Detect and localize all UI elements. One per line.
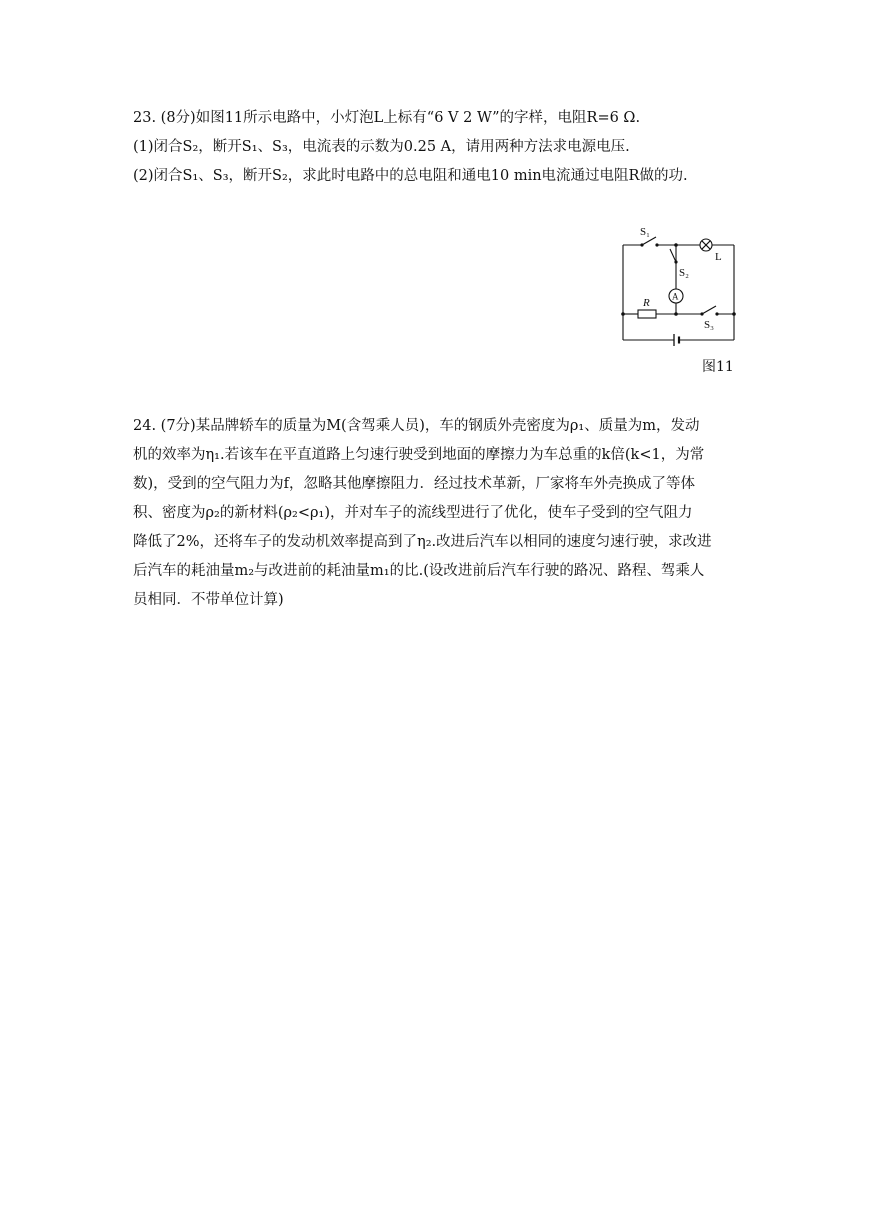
- switch-s1-contact: [655, 243, 658, 246]
- label-resistor: R: [643, 297, 650, 309]
- question-24-line: 机的效率为η₁.若该车在平直道路上匀速行驶受到地面的摩擦力为车总重的k倍(k<1，为常: [133, 447, 705, 463]
- question-23-line: 23. (8分)如图11所示电路中，小灯泡L上标有“6 V 2 W”的字样，电阻R=6 Ω.: [133, 110, 641, 126]
- question-23-part-1: (1)闭合S₂，断开S₁、S₃，电流表的示数为0.25 A，请用两种方法求电源电压.: [133, 139, 630, 155]
- switch-s2-blade: [670, 249, 676, 262]
- question-24: [133, 412, 743, 615]
- label-lamp: L: [715, 251, 722, 263]
- question-23: [133, 104, 743, 191]
- junction-dot: [621, 312, 625, 316]
- switch-s2-contact: [674, 260, 677, 263]
- question-24-line: 24. (7分)某品牌轿车的质量为M(含驾乘人员)，车的钢质外壳密度为ρ₁、质量为m，发动: [133, 418, 700, 434]
- question-23-part-2: (2)闭合S₁、S₃，断开S₂，求此时电路中的总电阻和通电10 min电流通过电阻R做的功.: [133, 168, 688, 184]
- label-s2: S₂: [679, 267, 689, 279]
- switch-s1-contact: [640, 243, 643, 246]
- circuit-diagram: [612, 222, 742, 347]
- question-24-line: 后汽车的耗油量m₂与改进前的耗油量m₁的比.(设改进前后汽车行驶的路况、路程、驾乘人: [133, 563, 705, 579]
- junction-dot: [674, 312, 678, 316]
- question-24-line: 数)，受到的空气阻力为f，忽略其他摩擦阻力．经过技术革新，厂家将车外壳换成了等体: [133, 476, 696, 492]
- junction-dot: [674, 243, 678, 247]
- switch-s3-contact: [700, 312, 703, 315]
- label-ammeter: A: [672, 291, 679, 302]
- figure-caption: 图11: [702, 359, 734, 375]
- question-24-line: 积、密度为ρ₂的新材料(ρ₂<ρ₁)，并对车子的流线型进行了优化，使车子受到的空气阻力: [133, 505, 693, 521]
- switch-s3-contact: [715, 312, 718, 315]
- resistor-symbol: [638, 310, 656, 318]
- junction-dot: [732, 312, 736, 316]
- question-24-line: 降低了2%，还将车子的发动机效率提高到了η₂.改进后汽车以相同的速度匀速行驶，求改进: [133, 534, 712, 550]
- label-s3: S₃: [704, 319, 714, 331]
- switch-s3-blade: [702, 306, 716, 314]
- switch-s1-blade: [642, 237, 656, 245]
- label-s1: S₁: [640, 226, 650, 238]
- question-24-line: 员相同．不带单位计算): [133, 592, 284, 608]
